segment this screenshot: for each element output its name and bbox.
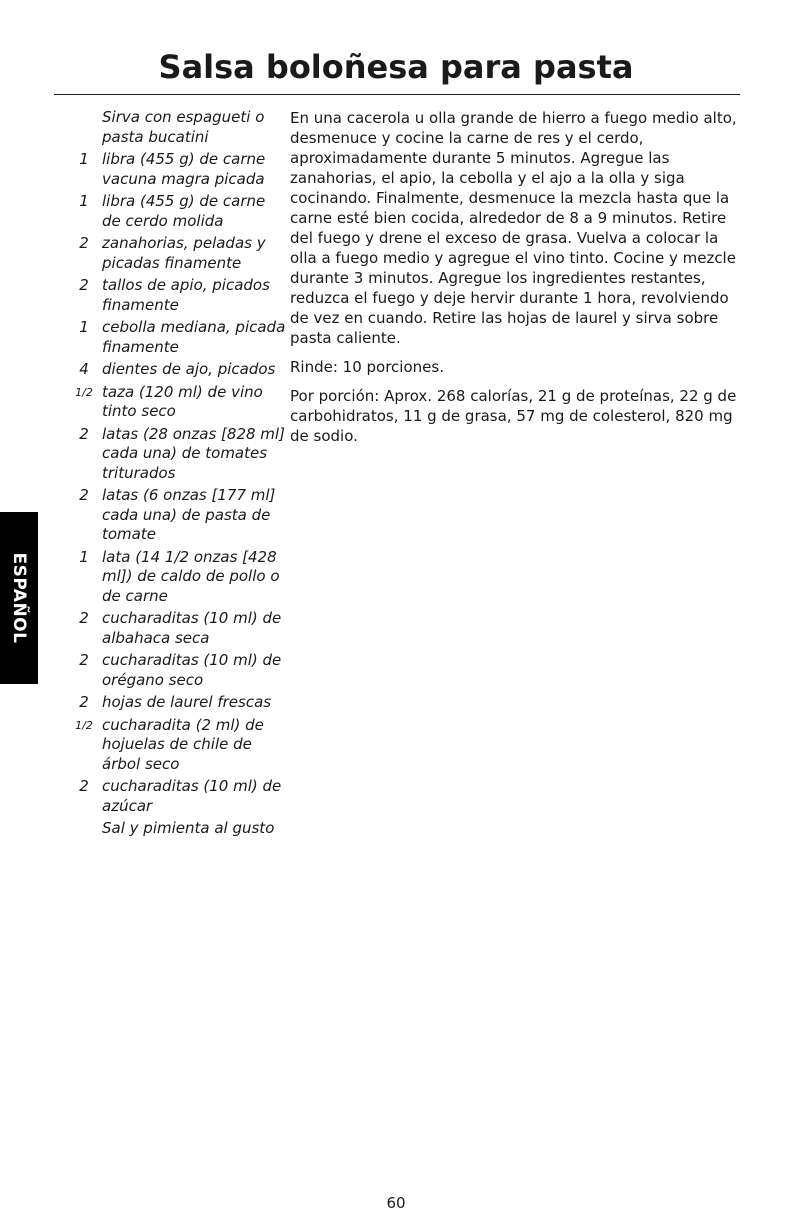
ingredient-quantity: 2	[79, 234, 89, 252]
ingredient-item	[66, 234, 286, 273]
ingredient-item	[66, 486, 286, 545]
page-number: 60	[386, 1194, 406, 1212]
ingredient-item	[66, 318, 286, 357]
ingredient-item	[66, 192, 286, 231]
ingredient-text: libra (455 g) de carne de cerdo molida	[102, 192, 266, 230]
ingredient-text: lata (14 1/2 onzas [428 ml]) de caldo de pollo o de carne	[102, 547, 280, 605]
method-column	[290, 108, 740, 455]
ingredient-item	[66, 276, 286, 315]
ingredient-text: dientes de ajo, picados	[102, 360, 276, 378]
ingredient-text: zanahorias, peladas y picadas finamente	[102, 234, 266, 272]
title-divider	[54, 94, 740, 95]
ingredient-quantity: 2	[79, 424, 89, 443]
ingredient-item	[66, 693, 286, 713]
ingredient-quantity: 1	[79, 547, 89, 566]
ingredient-quantity: 2	[79, 777, 89, 795]
ingredient-quantity: 1	[79, 150, 89, 168]
ingredient-text: cucharaditas (10 ml) de azúcar	[102, 777, 282, 815]
ingredient-text: cucharaditas (10 ml) de albahaca seca	[102, 609, 282, 647]
ingredient-text: Sirva con espagueti o pasta bucatini	[102, 108, 265, 146]
ingredient-item	[66, 548, 286, 607]
ingredient-quantity: 2	[79, 609, 89, 627]
ingredient-quantity: 2	[79, 693, 89, 711]
ingredient-quantity: 2	[79, 486, 89, 504]
ingredient-text: tallos de apio, picados finamente	[102, 276, 270, 314]
ingredient-item	[66, 383, 286, 422]
ingredient-text: taza (120 ml) de vino tinto seco	[102, 382, 263, 420]
ingredient-text: cucharaditas (10 ml) de orégano seco	[102, 651, 282, 689]
ingredient-text: cucharadita (2 ml) de hojuelas de chile de árbol seco	[102, 715, 264, 773]
ingredient-quantity: 2	[79, 651, 89, 669]
ingredient-text: hojas de laurel frescas	[102, 693, 272, 711]
ingredient-item	[66, 819, 286, 839]
language-tab	[0, 512, 38, 684]
nutrition-text: Por porción: Aprox. 268 calorías, 21 g de proteínas, 22 g de carbohidratos, 11 g de grasa, 57 mg de colesterol, 820 mg de sodio.	[290, 387, 737, 445]
ingredient-item	[66, 609, 286, 648]
ingredient-quantity: 1	[79, 192, 89, 210]
ingredient-quantity	[66, 819, 102, 839]
ingredient-text: Sal y pimienta al gusto	[102, 819, 275, 837]
ingredient-item	[66, 425, 286, 484]
ingredient-text: latas (6 onzas [177 ml] cada una) de pasta de tomate	[102, 486, 276, 543]
ingredient-item	[66, 716, 286, 775]
yield-text: Rinde: 10 porciones.	[290, 358, 444, 376]
recipe-title: Salsa boloñesa para pasta	[158, 48, 634, 86]
instructions-paragraph: En una cacerola u olla grande de hierro a fuego medio alto, desmenuce y cocine la carne de res y el cerdo, aproximadamente durante 5 minutos. Agregue las zanahorias, el apio, la cebolla y el ajo a la olla y siga cocinando. Finalmente, desmenuce la mezcla hasta que la carne esté bien cocida, alrededor de 8 a 9 minutos. Retire del fuego y drene el exceso de grasa. Vuelva a colocar la olla a fuego medio y agregue el vino tinto. Cocine y mezcle durante 3 minutos. Agregue los ingredientes restantes, reduzca el fuego y deje hervir durante 1 hora, revolviendo de vez en cuando. Retire las hojas de laurel y sirva sobre pasta caliente.	[290, 109, 737, 347]
ingredient-text: libra (455 g) de carne vacuna magra picada	[102, 150, 266, 188]
ingredient-quantity: 1/2	[75, 385, 93, 399]
ingredient-item	[66, 360, 286, 380]
ingredient-text: cebolla mediana, picada finamente	[102, 318, 286, 356]
ingredient-quantity: 1	[79, 318, 89, 336]
language-tab-label: ESPAÑOL	[9, 552, 29, 644]
ingredient-item	[66, 108, 286, 147]
ingredient-item	[66, 651, 286, 690]
ingredient-list	[66, 108, 286, 842]
ingredient-item	[66, 777, 286, 816]
ingredient-item	[66, 150, 286, 189]
ingredient-text: latas (28 onzas [828 ml] cada una) de tomates triturados	[102, 424, 285, 482]
ingredient-quantity	[66, 108, 102, 147]
ingredient-quantity: 2	[79, 276, 89, 294]
ingredient-quantity: 4	[79, 360, 89, 378]
ingredient-quantity: 1/2	[75, 718, 93, 732]
